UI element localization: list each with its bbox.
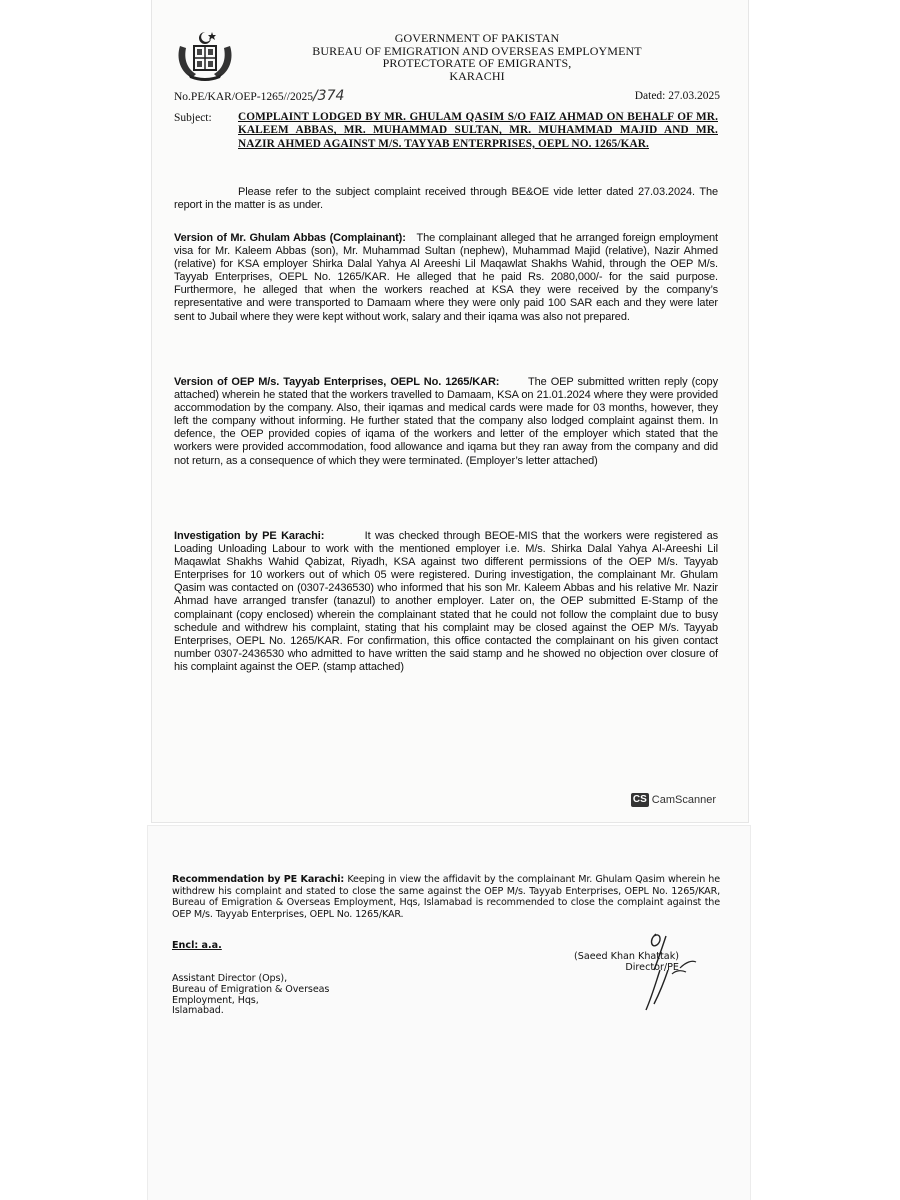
letterhead-line-2: BUREAU OF EMIGRATION AND OVERSEAS EMPLOYMENT	[312, 43, 642, 58]
section-text: The OEP submitted written reply (copy attached) wherein he stated that the workers travelled to Damaam, KSA on 21.01.2024 where they were provided accommodation by the company. Also, their iqamas and medical cards were made for 03 months, however, they left the company without informing. He further stated that the company also lodged complaint against them. In defence, the OEP provided copies of iqama of the workers and letter of the employer which stated that the workers were provided accommodation, food allowance and iqama but they ran away from the company and did not return, as a consequence of which they were terminated. (Employer’s letter attached)	[174, 376, 718, 467]
section-heading: Version of OEP M/s. Tayyab Enterprises, OEPL No. 1265/KAR:	[174, 376, 500, 388]
section-oep	[174, 376, 718, 468]
subject-label: Subject:	[174, 112, 212, 124]
section-text: The complainant alleged that he arranged foreign employment visa for Mr. Kaleem Abbas (son), Mr. Muhammad Sultan (nephew), Muhammad Majid (relative), Nazir Ahmed (relative) for KSA employer Shirka Dalal Yahya Al Areeshi Lil Maqawlat Shakhs Wahid, through the OEP M/s. Tayyab Enterprises, OEPL No. 1265/KAR. He alleged that he paid Rs. 2080,000/- for the said purpose. Furthermore, he alleged that when the workers reached at KSA they were received by the company’s representative and were transported to Damaam where they were only paid 100 SAR each and they were later sent to Jubail where they were kept without work, salary and their iqama was also not prepared.	[174, 232, 718, 323]
signatory-block	[574, 952, 679, 974]
letterhead	[252, 32, 702, 82]
section-investigation	[174, 530, 718, 674]
camscanner-label: CamScanner	[651, 794, 716, 806]
letterhead-line-1: GOVERNMENT OF PAKISTAN	[394, 31, 560, 45]
addressee-line-3: Employment, Hqs,	[172, 994, 259, 1006]
letter-date: Dated: 27.03.2025	[634, 90, 720, 102]
recommendation-paragraph	[172, 874, 720, 920]
enclosure-note: Encl: a.a.	[172, 940, 222, 951]
handwritten-signature-icon	[596, 930, 706, 1020]
recommendation-heading: Recommendation by PE Karachi:	[172, 874, 345, 885]
subject-text: COMPLAINT LODGED BY MR. GHULAM QASIM S/O FAIZ AHMAD ON BEHALF OF MR. KALEEM ABBAS, MR. MUHAMMAD SULTAN, MR. MUHAMMAD MAJID AND MR. NAZIR AHMED AGAINST M/S. TAYYAB ENTERPRISES, OEPL NO. 1265/KAR.	[238, 111, 718, 150]
letter-page-1	[152, 0, 748, 822]
letterhead-line-3: PROTECTORATE OF EMIGRANTS,	[382, 56, 572, 71]
signatory-name: (Saeed Khan Khattak)	[574, 951, 679, 962]
section-heading: Investigation by PE Karachi:	[174, 530, 325, 542]
section-complainant	[174, 232, 718, 324]
reference-number-text: No.PE/KAR/OEP-1265//2025	[174, 91, 313, 103]
intro-paragraph	[174, 186, 718, 212]
handwritten-serial: /374	[312, 88, 345, 104]
addressee-line-4: Islamabad.	[172, 1005, 224, 1017]
intro-text: Please refer to the subject complaint received through BE&OE vide letter dated 27.03.2024. The report in the matter is as under.	[174, 186, 718, 212]
section-text: It was checked through BEOE-MIS that the workers were registered as Loading Unloading Labour to work with the mentioned employer i.e. M/s. Shirka Dalal Yahya Al-Areeshi Lil Maqawlat Shakhs Wahid Qabizat, Riyadh, KSA against two different permissions of the OEP M/s. Tayyab Enterprises for 10 workers out of which 05 were registered. During investigation, the complainant Mr. Ghulam Qasim was contacted on (0307-2436530) who informed that his son Mr. Kaleem Abbas and his relative Mr. Nazir Ahmad have arranged transfer (tanazul) to another employer. Later on, the OEP submitted E-Stamp of the complainant (copy enclosed) wherein the complainant stated that he could not follow the complaint due to busy schedule and withdrew his complaint, stating that his complaint may be closed against the OEP M/s. Tayyab Enterprises, OEPL No. 1265/KAR. For confirmation, this office contacted the complainant on his given contact number 0307-2436530 who admitted to have written the said stamp and he showed no objection over closure of his complaint against the OEP. (stamp attached)	[174, 530, 718, 673]
addressee-line-2: Bureau of Emigration & Overseas	[172, 983, 330, 995]
section-heading: Version of Mr. Ghulam Abbas (Complainant):	[174, 232, 406, 244]
addressee-line-1: Assistant Director (Ops),	[172, 973, 288, 984]
letter-page-2	[148, 826, 750, 1200]
signatory-title: Director/PE	[625, 961, 679, 973]
letterhead-line-4: KARACHI	[449, 68, 505, 83]
recommendation-text: Keeping in view the affidavit by the complainant Mr. Ghulam Qasim wherein he withdrew his complaint and stated to close the same against the OEP M/s. Tayyab Enterprises, OEPL No. 1265/KAR, Bureau of Emigration & Overseas Employment, Hqs, Islamabad is recommended to close the complaint against the OEP M/s. Tayyab Enterprises, OEPL No. 1265/KAR.	[172, 874, 720, 920]
camscanner-logo-icon: CS	[631, 793, 649, 807]
camscanner-watermark	[631, 793, 716, 807]
addressee-block	[172, 974, 329, 1017]
reference-number	[174, 88, 344, 104]
government-emblem-icon	[174, 28, 236, 82]
